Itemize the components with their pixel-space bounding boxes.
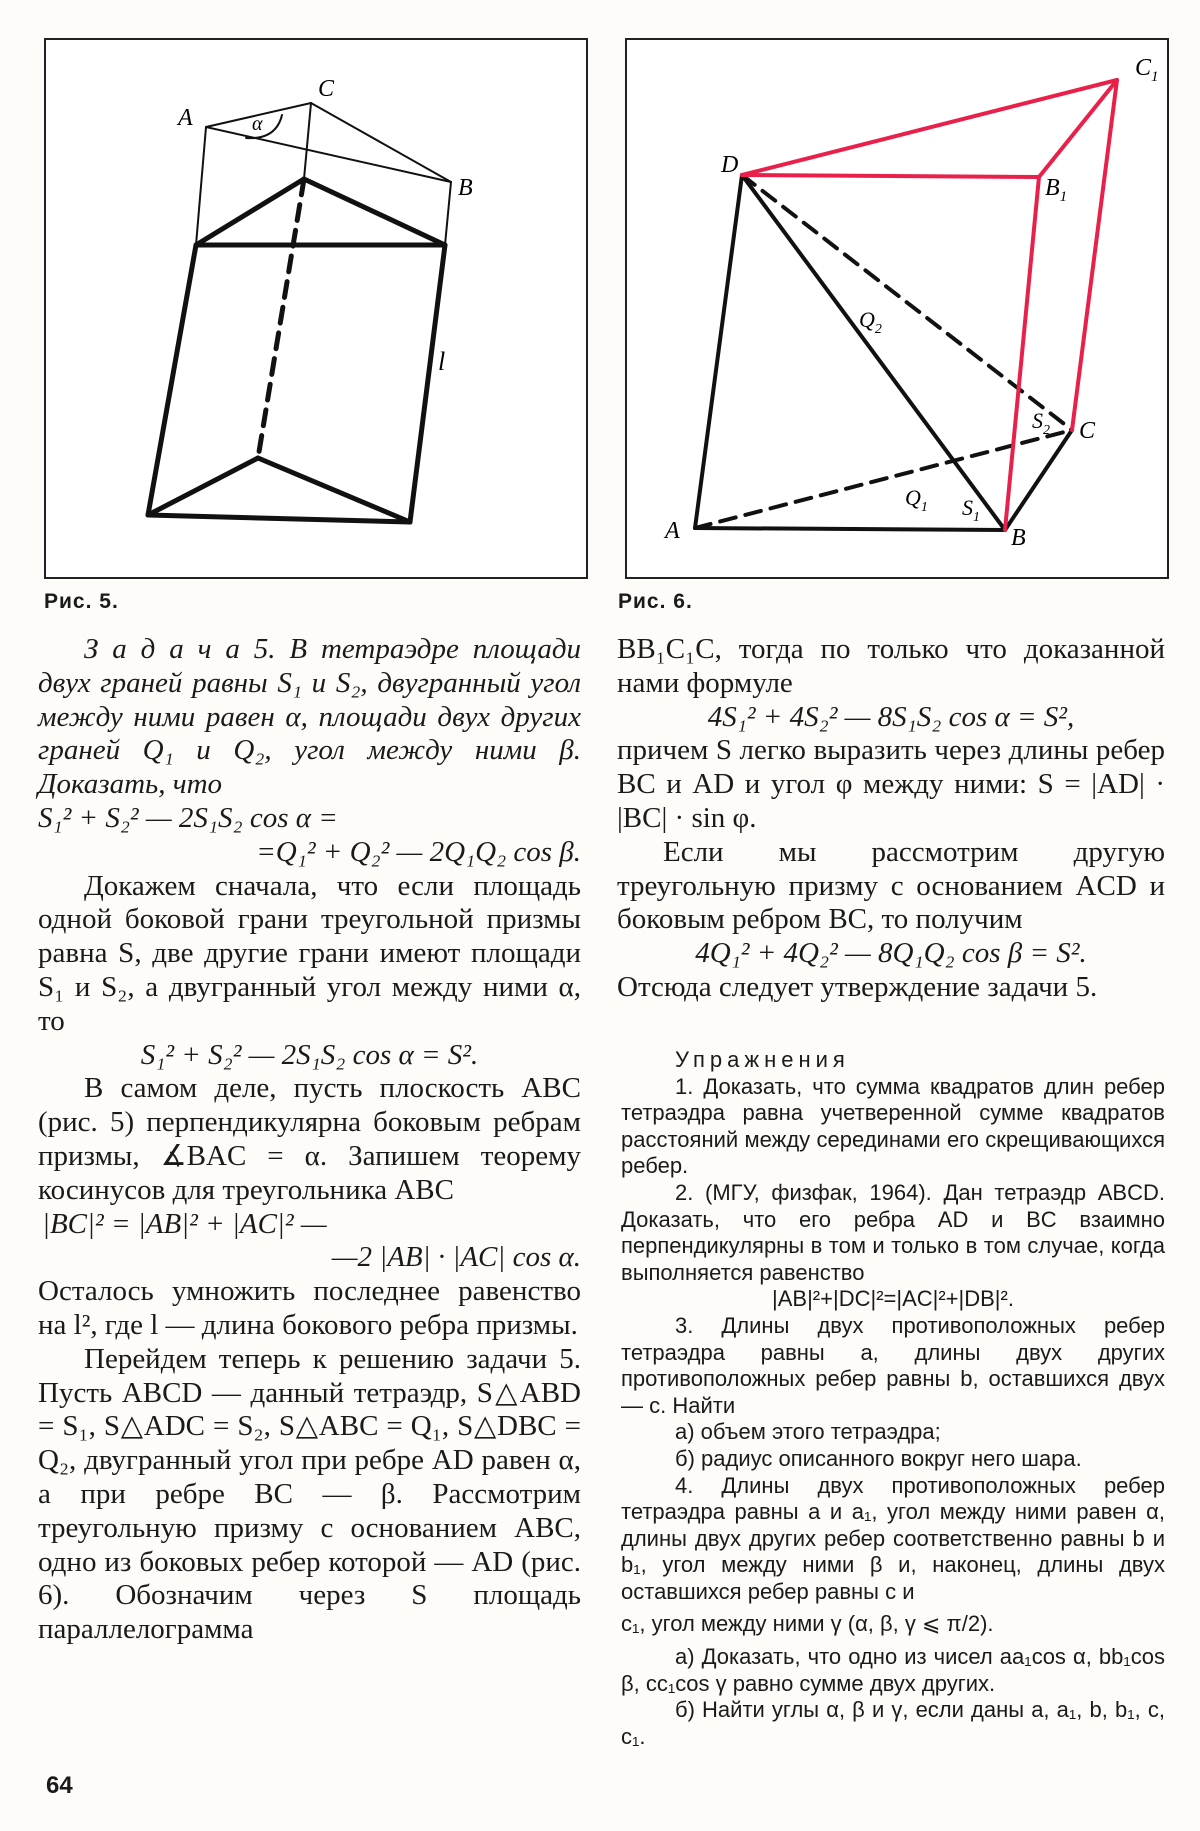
exercise-3b: б) радиус описанного вокруг него шара.	[675, 1445, 1082, 1471]
right-column	[617, 633, 1165, 1005]
fig6-label-q1: $Q_1$	[905, 485, 928, 515]
paragraph-continuation: BB₁C₁C, тогда по только что доказанной нами формуле	[617, 633, 1165, 699]
equation-3a: |BC|² = |AB|² + |AC|² —	[42, 1207, 327, 1240]
fig5-label-l: l	[438, 347, 446, 376]
exercise-3: 3. Длины двух противоположных ребер тетраэдра равны a, длины двух других противоположных ребер равны b, оставшихся двух — c. Найти	[621, 1312, 1165, 1418]
equation-1b: =Q₁² + Q₂² — 2Q₁Q₂ cos β.	[256, 835, 581, 868]
fig5-label-a: A	[178, 105, 193, 131]
fig5-label-c: C	[318, 76, 335, 102]
fig6-label-c: C	[1079, 418, 1096, 444]
fig6-label-c1: $C_1$	[1135, 55, 1159, 85]
paragraph-conclusion: Отсюда следует утверждение задачи 5.	[617, 970, 1098, 1003]
paragraph-solution: Перейдем теперь к решению задачи 5. Пусть ABCD — данный тетраэдр, S△ABD = S₁, S△ADC = S₂, S△ABC = Q₁, S△DBC = Q₂, двугранный угол при ребре AD равен α, а при ребре BC — β. Рассмотрим треугольную призму с основанием ABC, одно из боковых ребер которой — AD (рис. 6). Обозначим через S площадь параллелограмма	[38, 1342, 581, 1646]
fig6-label-a: A	[665, 518, 680, 544]
fig5-label-alpha: α	[252, 113, 263, 135]
fig6-label-d: D	[721, 152, 739, 178]
fig6-label-b1: $B_1$	[1045, 175, 1068, 205]
fig6-label-s1: $S_1$	[962, 495, 980, 525]
page-number: 64	[46, 1772, 73, 1799]
equation-1a: S₁² + S₂² — 2S₁S₂ cos α =	[38, 801, 338, 834]
figure-6-drawing	[627, 40, 1167, 577]
fig6-label-s2: $S_2$	[1032, 408, 1050, 438]
exercise-4: 4. Длины двух противоположных ребер тетраэдра равны a и a₁, угол между ними равен α, длины двух других ребер соответственно равны b и b₁, угол между ними β и, наконец, длины двух оставшихся ребер равны c и	[621, 1472, 1165, 1604]
exercises-heading: Упражнения	[675, 1047, 850, 1072]
exercise-3a: а) объем этого тетраэдра;	[675, 1419, 941, 1445]
figure-6	[625, 38, 1169, 579]
figure-5	[44, 38, 588, 579]
paragraph-proof: В самом деле, пусть плоскость ABC (рис. 5) перпендикулярна боковым ребрам призмы, ∡BAC = α. Запишем теорему косинусов для треугольника ABC	[38, 1072, 581, 1206]
paragraph-lemma: Докажем сначала, что если площадь одной боковой грани треугольной призмы равна S, две другие грани имеют площади S₁ и S₂, а двугранный угол между ними α, то	[38, 869, 581, 1037]
equation-3b: —2 |AB| · |AC| cos α.	[331, 1241, 581, 1274]
equation-5: 4Q₁² + 4Q₂² — 8Q₁Q₂ cos β = S².	[695, 937, 1087, 970]
paragraph-s-formula: причем S легко выразить через длины ребер BC и AD и угол φ между ними: S = |AD| · |BC| · sin φ.	[617, 734, 1165, 834]
figure-5-caption: Рис. 5.	[44, 590, 119, 613]
fig6-label-b: B	[1011, 525, 1026, 551]
figure-5-drawing	[46, 40, 586, 577]
exercise-1: 1. Доказать, что сумма квадратов длин ребер тетраэдра равна учетверенной сумме квадратов расстояний между серединами его скрещивающихся ребер.	[621, 1073, 1165, 1179]
exercise-4b: б) Найти углы α, β и γ, если даны a, a₁, b, b₁, c, c₁.	[621, 1697, 1165, 1749]
fig6-label-q2: $Q_2$	[859, 307, 882, 337]
left-column	[38, 633, 581, 1647]
problem-5-statement: З а д а ч а 5. В тетраэдре площади двух граней равны S₁ и S₂, двугранный угол между ними равен α, площади двух других граней Q₁ и Q₂, угол между ними β. Доказать, что	[38, 633, 581, 801]
exercise-4a: а) Доказать, что одно из чисел aa₁cos α, bb₁cos β, cc₁cos γ равно сумме двух других.	[621, 1644, 1165, 1696]
exercise-4-angle-line: c₁, угол между ними γ (α, β, γ ⩽ π/2).	[621, 1611, 994, 1637]
equation-2: S₁² + S₂² — 2S₁S₂ cos α = S².	[140, 1038, 479, 1071]
exercises	[621, 1047, 1165, 1750]
exercise-2: 2. (МГУ, физфак, 1964). Дан тетраэдр ABCD. Доказать, что его ребра AD и BC взаимно перпендикулярны в том и только в том случае, когда выполняется равенство	[621, 1179, 1165, 1285]
paragraph-multiply: Осталось умножить последнее равенство на l², где l — длина бокового ребра призмы.	[38, 1275, 581, 1341]
figure-6-caption: Рис. 6.	[618, 590, 693, 613]
exercise-2-equation: |AB|²+|DC|²=|AC|²+|DB|².	[772, 1286, 1014, 1312]
fig5-label-b: B	[458, 175, 473, 201]
paragraph-other-prism: Если мы рассмотрим другую треугольную призму с основанием ACD и боковым ребром BC, то получим	[617, 835, 1165, 936]
equation-4: 4S₁² + 4S₂² — 8S₁S₂ cos α = S²,	[707, 700, 1075, 733]
